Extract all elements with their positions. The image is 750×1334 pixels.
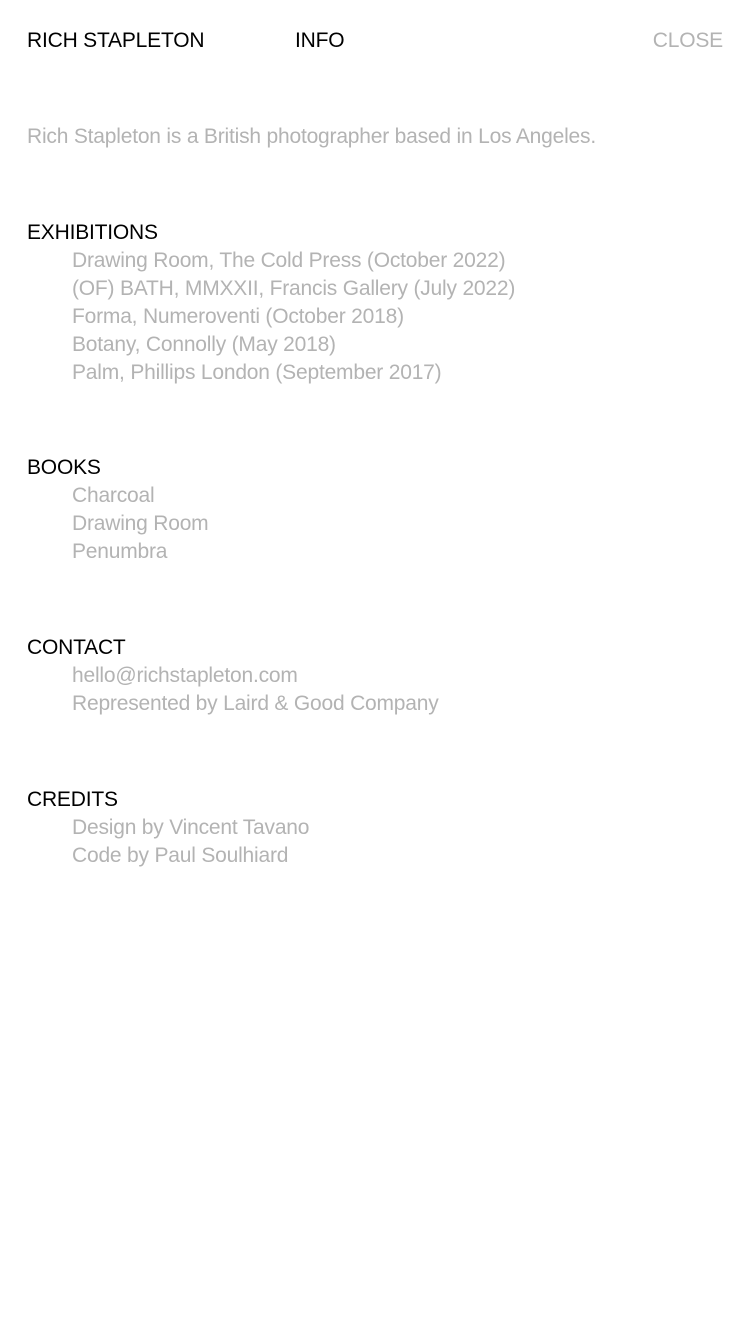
contact-section <box>27 634 727 718</box>
credits-section <box>27 786 727 870</box>
book-item[interactable]: Penumbra <box>72 540 168 563</box>
exhibition-item[interactable]: (OF) BATH, MMXXII, Francis Gallery (July 2022) <box>72 277 516 300</box>
header <box>27 28 723 56</box>
books-list <box>27 482 727 566</box>
credits-list <box>27 814 727 870</box>
credit-design-link[interactable]: Design by Vincent Tavano <box>72 816 310 839</box>
credits-heading: CREDITS <box>27 788 118 811</box>
close-button[interactable]: CLOSE <box>652 29 723 52</box>
exhibitions-list <box>27 247 727 387</box>
contact-heading: CONTACT <box>27 636 126 659</box>
exhibitions-heading: EXHIBITIONS <box>27 221 158 244</box>
contact-list <box>27 662 727 718</box>
page-title: INFO <box>295 29 345 52</box>
exhibitions-section <box>27 219 727 387</box>
credit-code-link[interactable]: Code by Paul Soulhiard <box>72 844 289 867</box>
exhibition-item[interactable]: Forma, Numeroventi (October 2018) <box>72 305 404 328</box>
exhibition-item[interactable]: Botany, Connolly (May 2018) <box>72 333 336 356</box>
exhibition-item[interactable]: Drawing Room, The Cold Press (October 2022) <box>72 249 506 272</box>
site-name-link[interactable]: RICH STAPLETON <box>27 29 205 52</box>
contact-email-link[interactable]: hello@richstapleton.com <box>72 664 298 687</box>
contact-representation-link[interactable]: Represented by Laird & Good Company <box>72 692 439 715</box>
exhibition-item[interactable]: Palm, Phillips London (September 2017) <box>72 361 442 384</box>
intro-text: Rich Stapleton is a British photographer based in Los Angeles. <box>27 125 596 148</box>
book-item[interactable]: Drawing Room <box>72 512 209 535</box>
books-heading: BOOKS <box>27 456 101 479</box>
book-item[interactable]: Charcoal <box>72 484 155 507</box>
books-section <box>27 454 727 566</box>
